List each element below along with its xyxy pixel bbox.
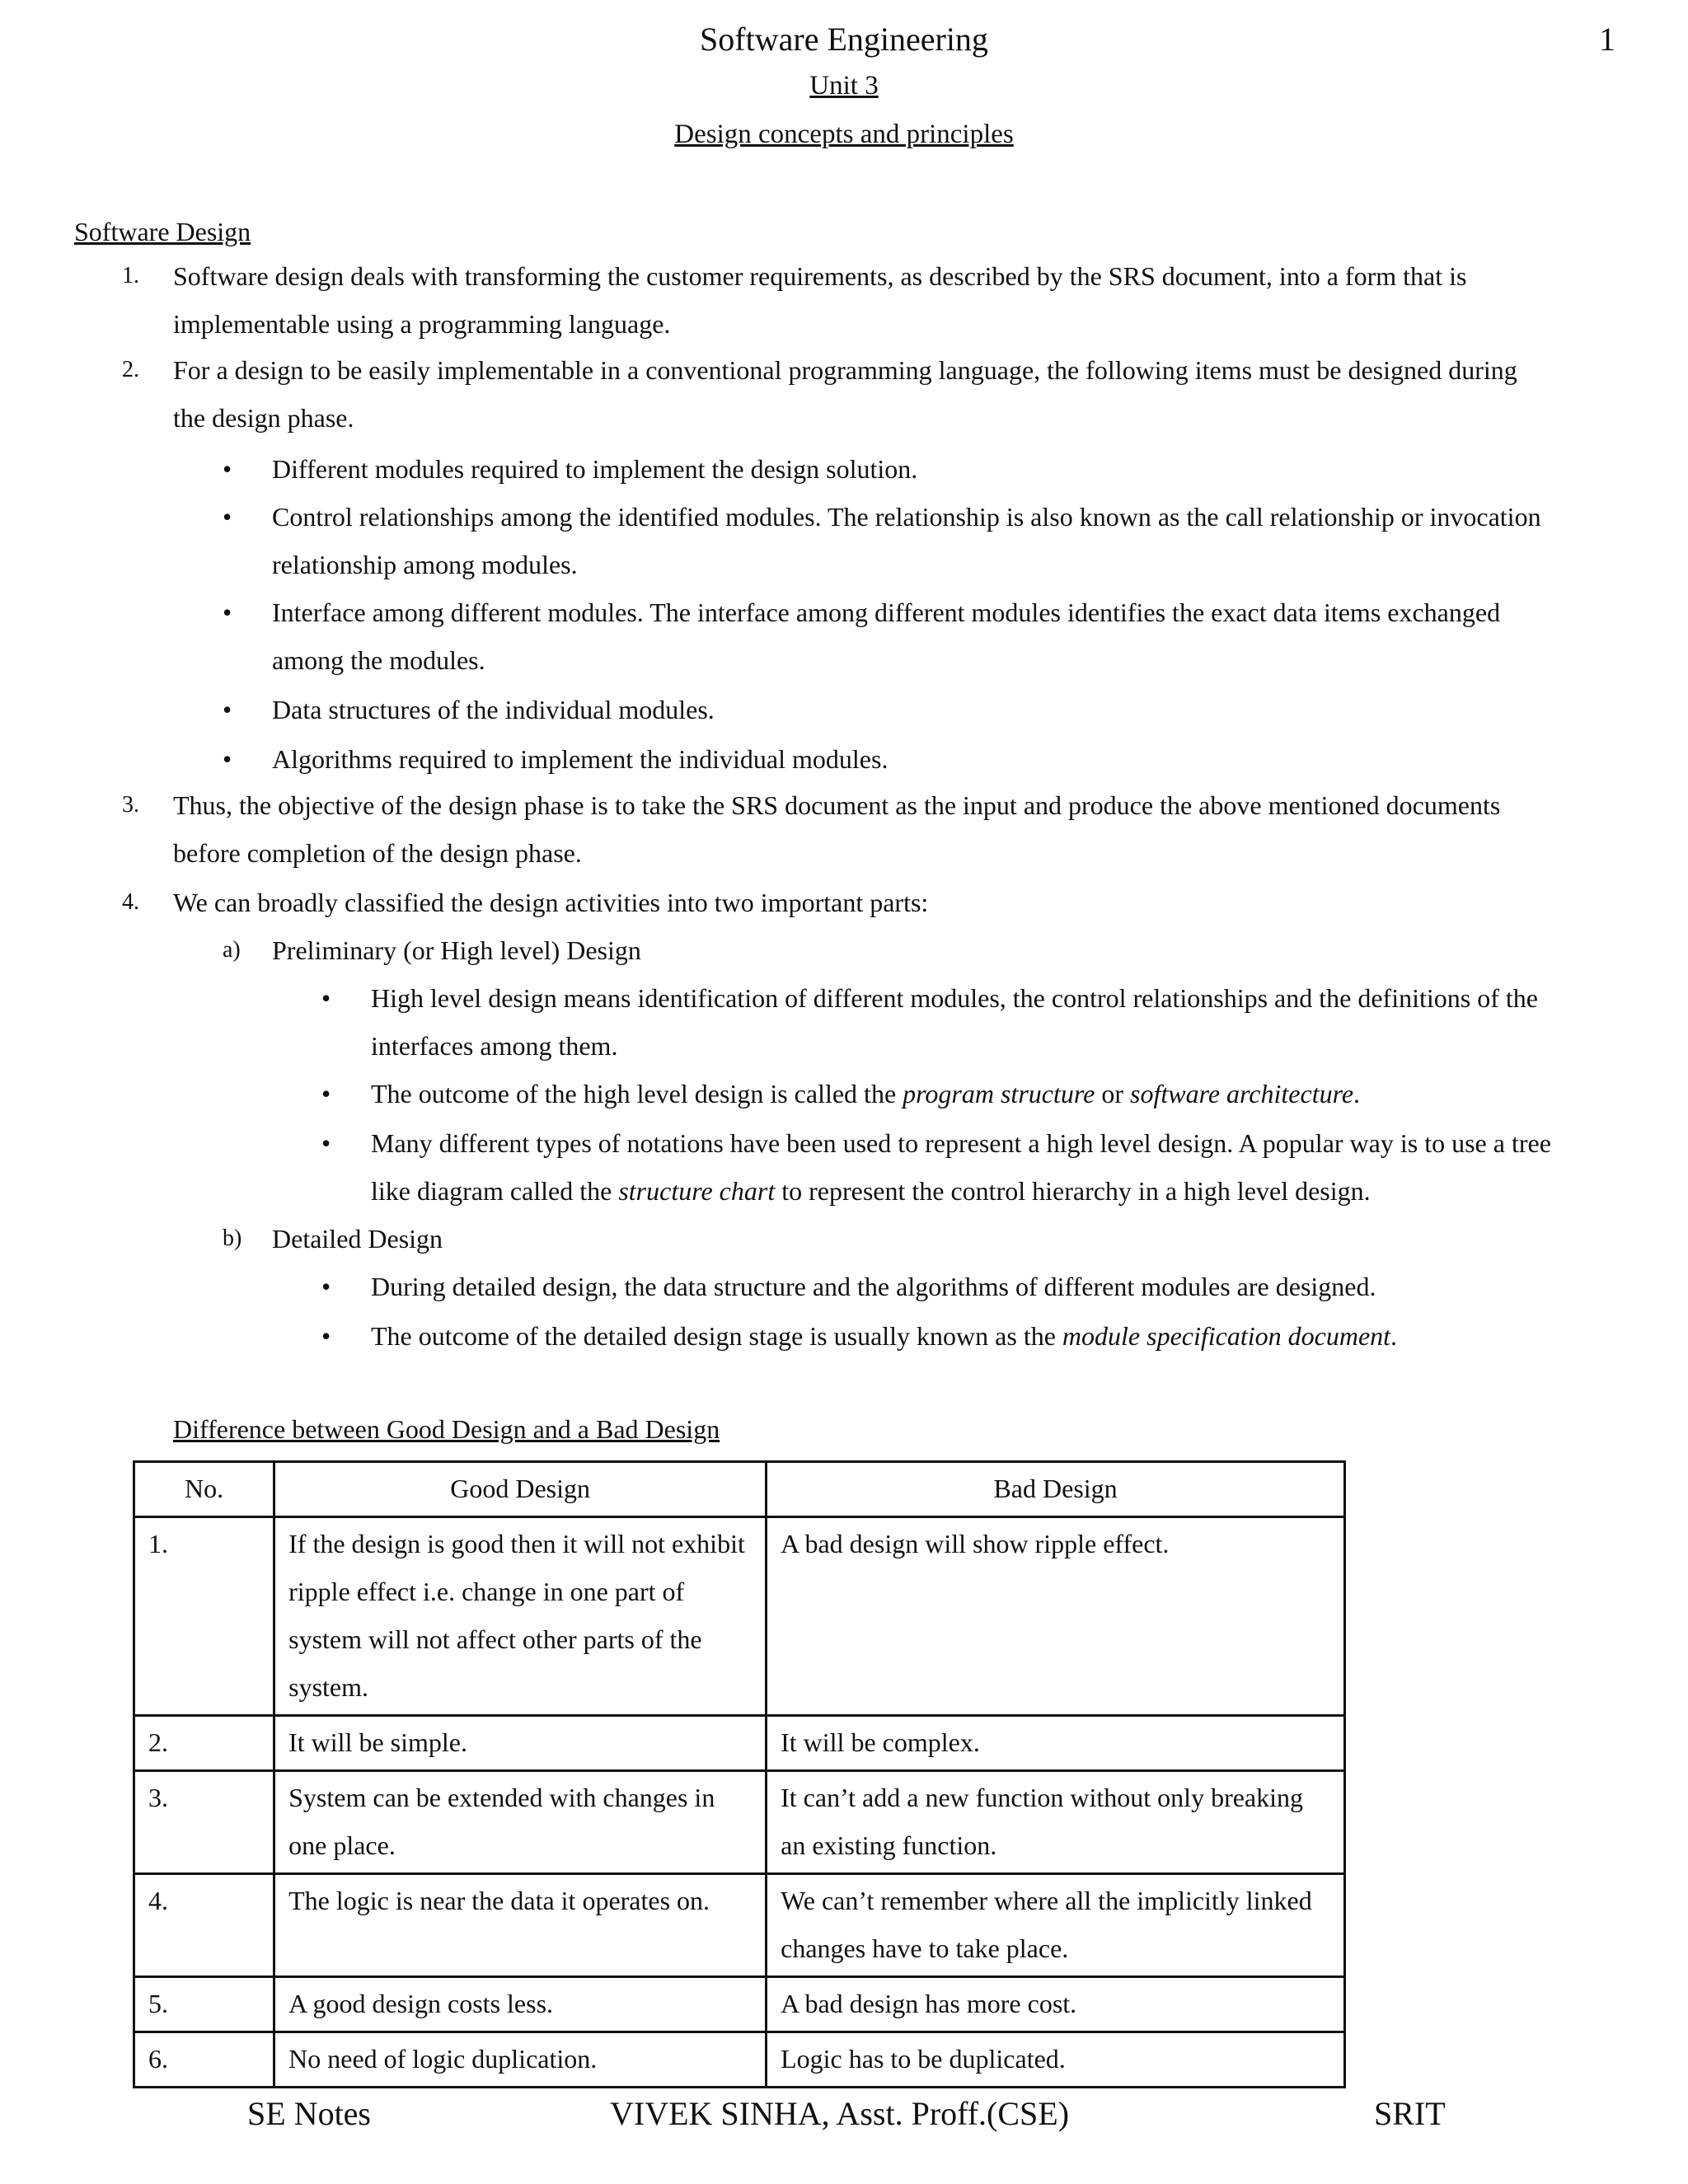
bullet-text: During detailed design, the data structure and the algorithms of different modules are designed. xyxy=(371,1272,1376,1301)
bullet-text: Algorithms required to implement the individual modules. xyxy=(272,744,889,774)
footer-center: VIVEK SINHA, Asst. Proff.(CSE) xyxy=(610,2095,1070,2132)
section-heading: Software Design xyxy=(74,217,251,246)
emphasis-text: structure chart xyxy=(618,1176,776,1206)
column-header: Bad Design xyxy=(767,1462,1345,1517)
text-run: The outcome of the high level design is called the xyxy=(371,1079,903,1108)
table-row xyxy=(134,1716,1345,1771)
table-row xyxy=(134,1977,1345,2032)
list-item-text: the design phase. xyxy=(173,403,354,433)
bullet-text: Many different types of notations have been used to represent a high level design. A popular way is to use a tree xyxy=(371,1128,1551,1158)
bullet-icon: • xyxy=(223,744,232,774)
list-item-text: We can broadly classified the design activities into two important parts: xyxy=(173,888,929,917)
bullet-icon: • xyxy=(321,983,331,1013)
table-row xyxy=(134,1874,1345,1977)
cell-bad: Logic has to be duplicated. xyxy=(767,2032,1345,2088)
bullet-text: relationship among modules. xyxy=(272,550,578,579)
bullet-text: Different modules required to implement the design solution. xyxy=(272,454,918,484)
table-header-row xyxy=(134,1462,1345,1517)
cell-bad: We can’t remember where all the implicitly linked changes have to take place. xyxy=(767,1874,1345,1977)
table-row xyxy=(134,1517,1345,1716)
cell-no: 2. xyxy=(134,1716,274,1771)
sublist-label: b) xyxy=(223,1226,242,1251)
list-number: 3. xyxy=(122,792,139,818)
sublist-title: Detailed Design xyxy=(272,1224,443,1254)
bullet-icon: • xyxy=(321,1272,331,1301)
cell-no: 6. xyxy=(134,2032,274,2088)
cell-bad: A bad design has more cost. xyxy=(767,1977,1345,2032)
bullet-icon: • xyxy=(321,1079,331,1108)
list-item-text: Thus, the objective of the design phase is to take the SRS document as the input and produce the above mentioned documents xyxy=(173,790,1501,820)
emphasis-text: program structure xyxy=(903,1079,1095,1108)
page-subtitle: Design concepts and principles xyxy=(674,120,1014,149)
footer-left: SE Notes xyxy=(247,2095,371,2132)
list-number: 2. xyxy=(122,357,139,382)
bullet-text: Control relationships among the identified modules. The relationship is also known as the call relationship or invocation xyxy=(272,502,1541,532)
list-item-text: implementable using a programming language. xyxy=(173,309,671,339)
bullet-text: High level design means identification of different modules, the control relationships and the definitions of the xyxy=(371,983,1538,1013)
footer-right: SRIT xyxy=(1374,2095,1446,2132)
table-row xyxy=(134,2032,1345,2088)
bullet-text xyxy=(371,1167,1371,1215)
list-number: 4. xyxy=(122,889,139,915)
cell-good: The logic is near the data it operates on. xyxy=(274,1874,767,1977)
bullet-text: among the modules. xyxy=(272,645,485,675)
page-number: 1 xyxy=(1599,21,1615,58)
list-item-text: before completion of the design phase. xyxy=(173,838,582,868)
bullet-text xyxy=(371,1312,1397,1360)
text-run: . xyxy=(1390,1321,1398,1351)
comparison-table xyxy=(133,1460,1346,2088)
cell-bad: It will be complex. xyxy=(767,1716,1345,1771)
sublist-label: a) xyxy=(223,937,241,963)
bullet-icon: • xyxy=(223,695,232,724)
emphasis-text: software architecture xyxy=(1129,1079,1354,1108)
text-run: like diagram called the xyxy=(371,1176,619,1206)
bullet-icon: • xyxy=(321,1321,331,1351)
table-caption: Difference between Good Design and a Bad Design xyxy=(173,1414,720,1444)
bullet-text: Data structures of the individual modules. xyxy=(272,695,715,724)
cell-no: 1. xyxy=(134,1517,274,1716)
column-header: Good Design xyxy=(274,1462,767,1517)
text-run: or xyxy=(1095,1079,1130,1108)
page-title: Software Engineering xyxy=(700,21,988,58)
emphasis-text: module specification document xyxy=(1062,1321,1391,1351)
table-row xyxy=(134,1771,1345,1874)
text-run: . xyxy=(1353,1079,1361,1108)
list-item-text: Software design deals with transforming the customer requirements, as described by the SRS document, into a form that is xyxy=(173,261,1467,291)
list-number: 1. xyxy=(122,263,139,288)
text-run: to represent the control hierarchy in a high level design. xyxy=(775,1176,1371,1206)
cell-no: 3. xyxy=(134,1771,274,1874)
bullet-icon: • xyxy=(223,454,232,484)
cell-good: System can be extended with changes in one place. xyxy=(274,1771,767,1874)
bullet-text: Interface among different modules. The interface among different modules identifies the exact data items exchanged xyxy=(272,598,1501,627)
bullet-icon: • xyxy=(223,502,232,532)
cell-bad: A bad design will show ripple effect. xyxy=(767,1517,1345,1716)
cell-good: If the design is good then it will not exhibit ripple effect i.e. change in one part of system will not affect other parts of the system. xyxy=(274,1517,767,1716)
bullet-icon: • xyxy=(223,598,232,627)
sublist-title: Preliminary (or High level) Design xyxy=(272,935,641,965)
cell-no: 4. xyxy=(134,1874,274,1977)
cell-bad: It can’t add a new function without only breaking an existing function. xyxy=(767,1771,1345,1874)
cell-no: 5. xyxy=(134,1977,274,2032)
unit-label: Unit 3 xyxy=(809,71,879,101)
bullet-text: interfaces among them. xyxy=(371,1031,618,1061)
bullet-icon: • xyxy=(321,1128,331,1158)
bullet-text xyxy=(371,1070,1360,1118)
cell-good: It will be simple. xyxy=(274,1716,767,1771)
cell-good: No need of logic duplication. xyxy=(274,2032,767,2088)
column-header: No. xyxy=(134,1462,274,1517)
list-item-text: For a design to be easily implementable in a conventional programming language, the following items must be designed during xyxy=(173,355,1517,385)
cell-good: A good design costs less. xyxy=(274,1977,767,2032)
text-run: The outcome of the detailed design stage is usually known as the xyxy=(371,1321,1062,1351)
